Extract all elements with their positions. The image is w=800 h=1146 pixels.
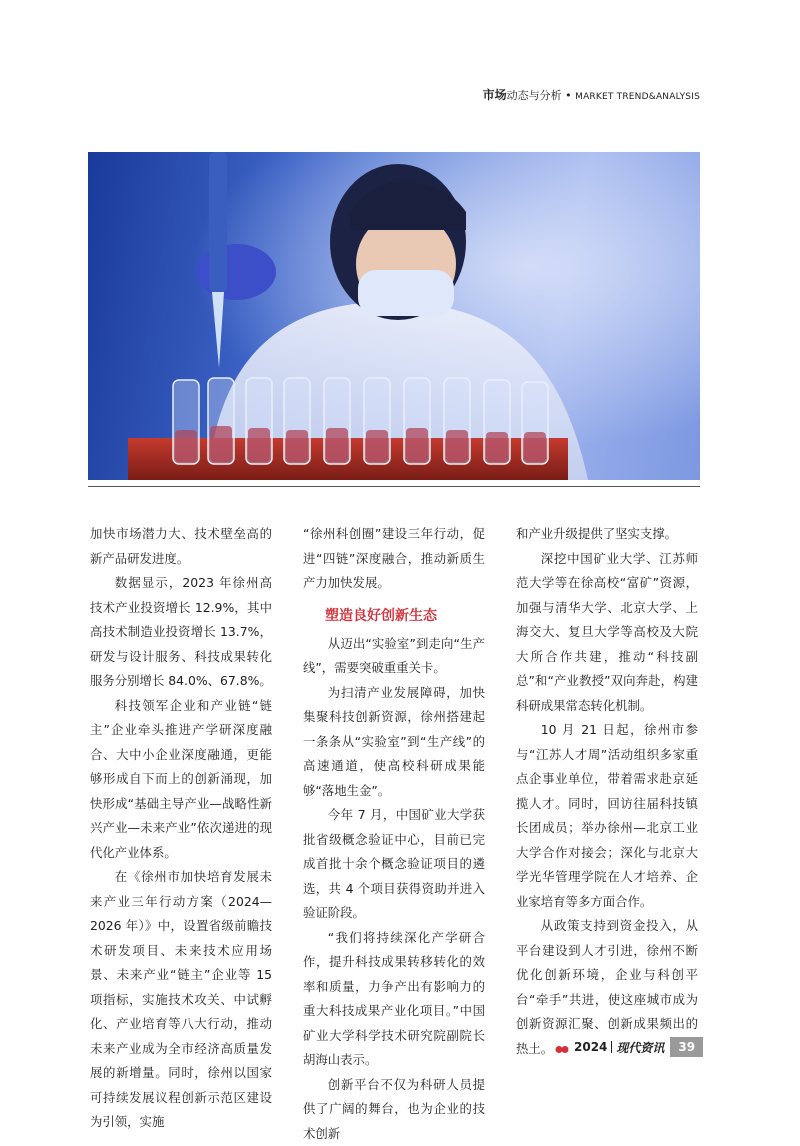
subheading: 塑造良好创新生态 (325, 604, 485, 628)
paragraph: 科技领军企业和产业链“链主”企业牵头推进产学研深度融合、大中小企业深度融通，更能够形成自下而上的创新涌现，加快形成“基础主导产业—战略性新兴产业—未来产业”依次递进的现代化产业体系。 (90, 694, 272, 866)
paragraph: 数据显示，2023 年徐州高技术产业投资增长 12.9%，其中高技术制造业投资增长 13.7%，研发与设计服务、科技成果转化服务分别增长 84.0%、67.8%。 (90, 571, 272, 694)
header-bullet: • (562, 89, 575, 102)
lab-photo-illustration (88, 152, 700, 480)
paragraph: 从迈出“实验室”到走向“生产线”，需要突破重重关卡。 (303, 632, 485, 681)
paragraph-text: 从政策支持到资金投入，从平台建设到人才引进，徐州不断优化创新环境，企业与科创平台“牵手”共进，使这座城市成为创新资源汇聚、创新成果频出的热土。 (516, 918, 698, 1056)
article-column-1 (90, 522, 272, 1135)
paragraph: “徐州科创圈”建设三年行动，促进“四链”深度融合，推动新质生产力加快发展。 (303, 522, 485, 596)
lab-photo (88, 152, 700, 480)
running-header (483, 86, 700, 103)
paragraph: 10 月 21 日起，徐州市参与“江苏人才周”活动组织多家重点企事业单位，带着需求赴京延揽人才。同时，回访往届科技镇长团成员；举办徐州—北京工业大学合作对接会；深化与北京大学光华管理学院在人才培养、企业家培育等多方面合作。 (516, 718, 698, 914)
paragraph: 为扫清产业发展障碍，加快集聚科技创新资源，徐州搭建起一条条从“实验室”到“生产线”的高速通道，使高校科研成果能够“落地生金”。 (303, 681, 485, 804)
section-title-en: MARKET TREND&ANALYSIS (575, 92, 700, 102)
magazine-name: 现代资讯 (616, 1039, 664, 1056)
section-title: 动态与分析 (507, 89, 562, 102)
paragraph: 和产业升级提供了坚实支撑。 (516, 522, 698, 547)
issue-year: 2024 (574, 1040, 607, 1054)
paragraph: “我们将持续深化产学研合作，提升科技成果转移转化的效率和质量，力争产出有影响力的重大科技成果产业化项目。”中国矿业大学科学技术研究院副院长胡海山表示。 (303, 926, 485, 1073)
paragraph: 深挖中国矿业大学、江苏师范大学等在徐高校“富矿”资源，加强与清华大学、北京大学、上海交大、复旦大学等高校及大院大所合作共建，推动“科技副总”和“产业教授”双向奔赴，构建科研成果常态转化机制。 (516, 547, 698, 719)
divider-rule (88, 486, 700, 487)
section-title-bold: 市场 (483, 88, 507, 102)
end-mark-icon (555, 1045, 569, 1054)
paragraph: 加快市场潜力大、技术壁垒高的新产品研发进度。 (90, 522, 272, 571)
footer-divider (611, 1041, 612, 1053)
article-column-3 (516, 522, 698, 1061)
paragraph: 创新平台不仅为科研人员提供了广阔的舞台，也为企业的技术创新 (303, 1073, 485, 1146)
article-column-2 (303, 522, 485, 1146)
paragraph: 今年 7 月，中国矿业大学获批省级概念验证中心，目前已完成首批十余个概念验证项目的遴选，共 4 个项目获得资助并进入验证阶段。 (303, 803, 485, 926)
page-footer (574, 1037, 703, 1057)
page-number: 39 (670, 1037, 703, 1057)
paragraph: 在《徐州市加快培育发展未来产业三年行动方案（2024—2026 年）》中，设置省级前瞻技术研发项目、未来技术应用场景、未来产业“链主”企业等 15 项指标，实施技术攻关、中试孵化、产业培育等八大行动，推动未来产业成为全市经济高质量发展的新增量。同时，徐州以国家可持续发展议程创新示范区建设为引领，实施 (90, 865, 272, 1135)
